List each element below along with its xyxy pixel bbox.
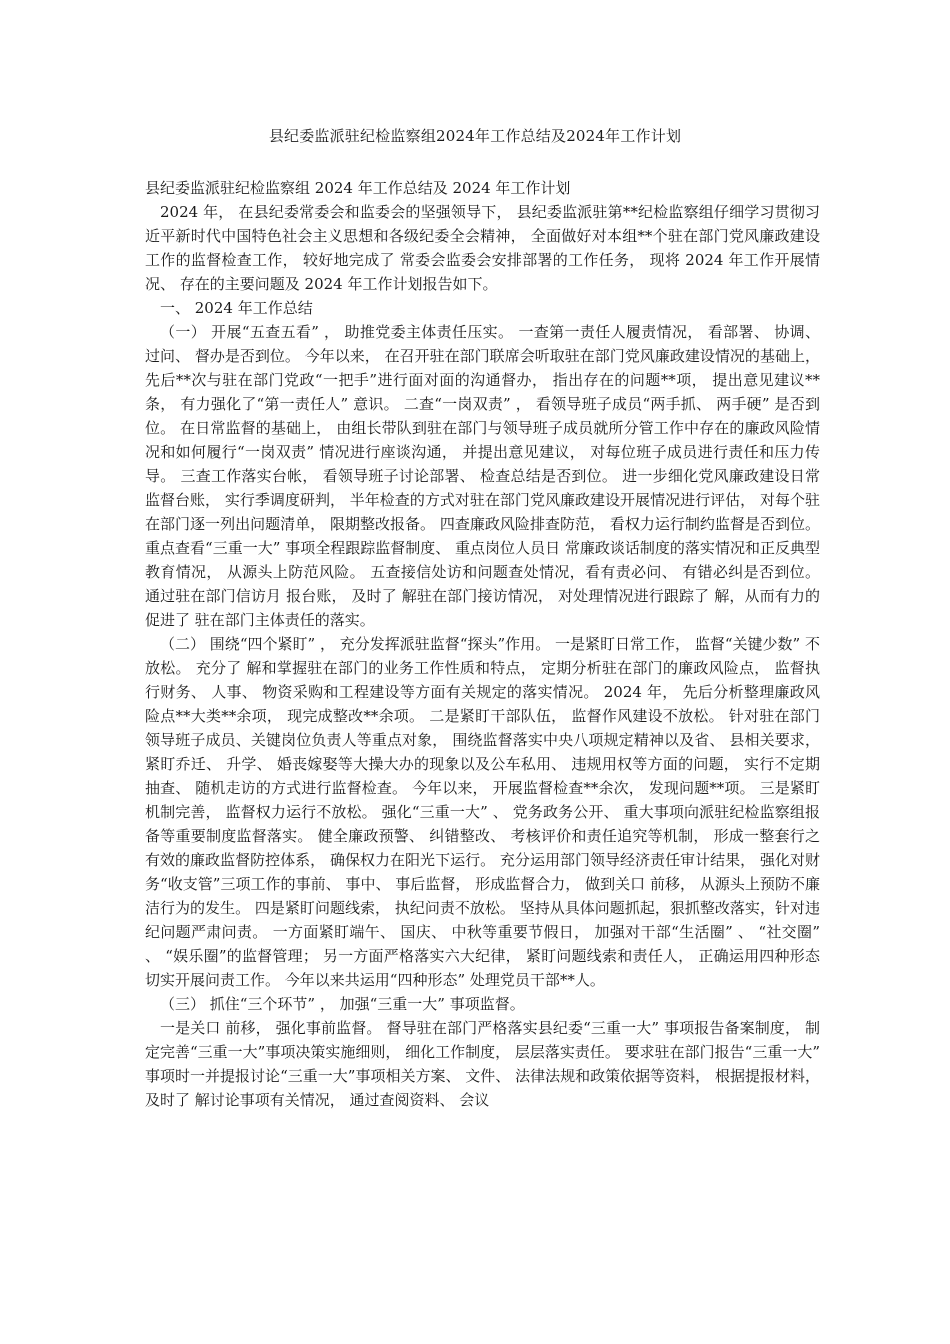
intro-paragraph: 2024 年， 在县纪委常委会和监委会的坚强领导下， 县纪委监派驻第**纪检监察组仔细学习贯彻习 近平新时代中国特色社会主义思想和各级纪委全会精神， 全面做好对本组**个驻在部门党风廉政建设工作的监督检查工作， 较好地完成了 常委会监委会安排部署的工作任务， 现将 2024 年工作开展情况、 存在的主要问题及 2024 年工作计划报告如下。 [145, 203, 820, 293]
document-heading: 县纪委监派驻纪检监察组 2024 年工作总结及 2024 年工作计划 [145, 179, 571, 197]
section-heading: 一、 2024 年工作总结 [160, 299, 313, 317]
body-paragraph: （二） 围绕“四个紧盯” ， 充分发挥派驻监督“探头”作用。 一是紧盯日常工作， 监督“关键少数” 不放松。 充分了 解和掌握驻在部门的业务工作性质和特点， 定期分析驻在部门的廉政风险点， 监督执行财务、 人事、 物资采购和工程建设等方面有关规定的落实情况。 2024 年， 先后分析整理廉政风险点**大类**余项， 现完成整改**余项。 二是紧盯干部队伍， 监督作风建设不放松。 针对驻在部门领导班子成员、关键岗位负责人等重点对象， 围绕监督落实中央八项规定精神以及省、 县相关要求， 紧盯乔迁、 升学、 婚丧嫁娶等大操大办的现象以及公车私用、 违规用权等方面的问题， 实行不定期抽查、 随机走访的方式进行监督检查。 今年以来， 开展监督检查**余次， 发现问题**项。 三是紧盯机制完善， 监督权力运行不放松。 强化“三重一大” 、 党务政务公开、 重大事项向派驻纪检监察组报备等重要制度监督落实。 健全廉政预警、 纠错整改、 考核评价和责任追究等机制， 形成一整套行之有效的廉政监督防控体系， 确保权力在阳光下运行。 充分运用部门领导经济责任审计结果， 强化对财务“收支管”三项工作的事前、 事中、 事后监督， 形成监督合力， 做到关口 前移， 从源头上预防不廉洁行为的发生。 四是紧盯问题线索， 执纪问责不放松。 坚持从具体问题抓起，狠抓整改落实，针对违纪问题严肃问责。 一方面紧盯端午、 国庆、 中秋等重要节假日， 加强对干部“生活圈” 、 “社交圈” 、 “娱乐圈”的监督管理； 另一方面严格落实六大纪律， 紧盯问题线索和责任人， 正确运用四种形态切实开展问责工作。 今年以来共运用“四种形态” 处理党员干部**人。 [145, 635, 820, 989]
subsection-heading: （三） 抓住“三个环节” ， 加强“三重一大” 事项监督。 [160, 995, 525, 1013]
document-body [145, 176, 820, 1112]
body-paragraph: 一是关口 前移， 强化事前监督。 督导驻在部门严格落实县纪委“三重一大” 事项报告备案制度， 制定完善“三重一大”事项决策实施细则， 细化工作制度， 层层落实责任。 要求驻在部门报告“三重一大” 事项时一并提报讨论“三重一大”事项相关方案、 文件、 法律法规和政策依据等资料， 根据提报材料， 及时了 解讨论事项有关情况， 通过查阅资料、 会议 [145, 1019, 820, 1109]
page-title: 县纪委监派驻纪检监察组2024年工作总结及2024年工作计划 [268, 127, 682, 145]
body-paragraph: （一） 开展“五查五看” ， 助推党委主体责任压实。 一查第一责任人履责情况， 看部署、 协调、 过问、 督办是否到位。 今年以来， 在召开驻在部门联席会听取驻在部门党风廉政建设情况的基础上， 先后**次与驻在部门党政“一把手”进行面对面的沟通督办， 指出存在的问题**项， 提出意见建议**条， 有力强化了“第一责任人” 意识。 二查“一岗双责” ， 看领导班子成员“两手抓、 两手硬” 是否到位。 在日常监督的基础上， 由组长带队到驻在部门与领导班子成员就所分管工作中存在的廉政风险情况和如何履行“一岗双责” 情况进行座谈沟通， 并提出意见建议， 对每位班子成员进行责任和压力传导。 三查工作落实台帐， 看领导班子讨论部署、 检查总结是否到位。 进一步细化党风廉政建设日常监督台账， 实行季调度研判， 半年检查的方式对驻在部门党风廉政建设开展情况进行评估， 对每个驻在部门逐一列出问题清单， 限期整改报备。 四查廉政风险排查防范， 看权力运行制约监督是否到位。 重点查看“三重一大” 事项全程跟踪监督制度、 重点岗位人员日 常廉政谈话制度的落实情况和正反典型教育情况， 从源头上防范风险。 五查接信处访和问题查处情况，看有责必问、 有错必纠是否到位。 通过驻在部门信访月 报台账， 及时了 解驻在部门接访情况， 对处理情况进行跟踪了 解，从而有力的促进了 驻在部门主体责任的落实。 [145, 323, 820, 629]
